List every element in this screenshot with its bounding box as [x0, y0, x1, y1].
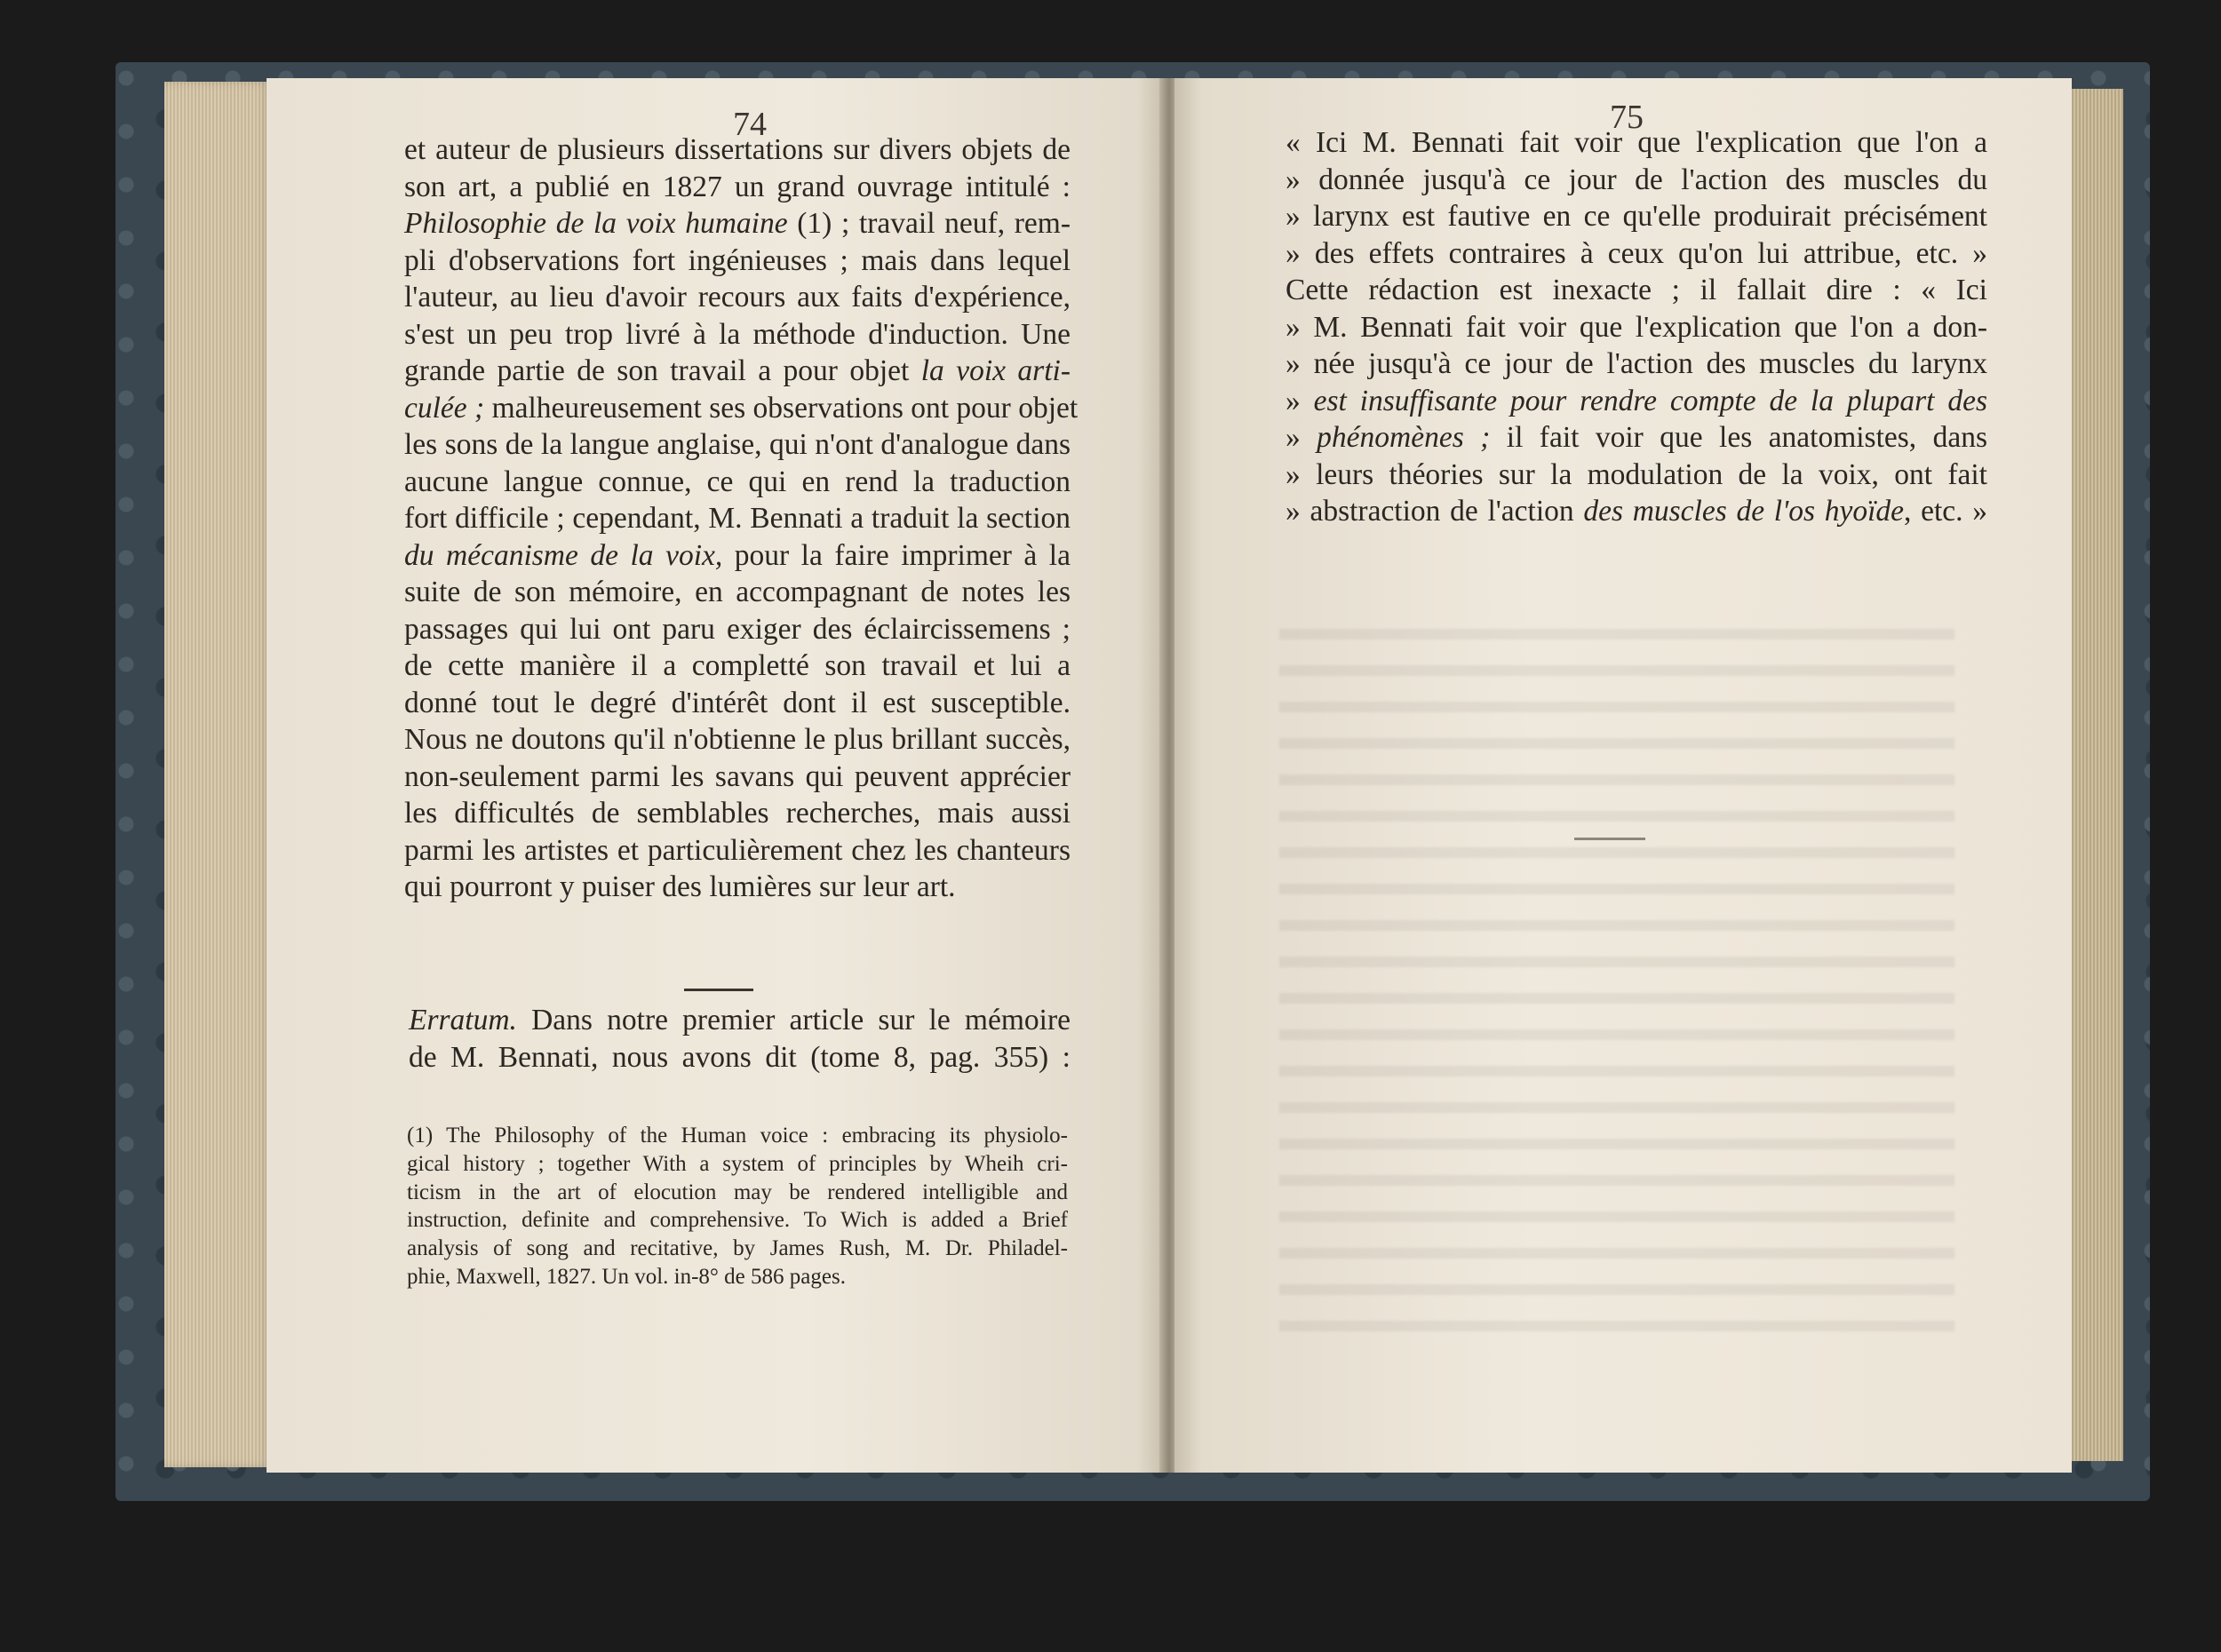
- text-segment: de cette manière il a completté son travail et lui a: [404, 649, 1071, 682]
- text-segment: aucune langue connue, ce qui en rend la traduction: [404, 465, 1071, 498]
- text-line: [404, 574, 1071, 611]
- footnote-line: (1) The Philosophy of the Human voice : embracing its physiolo-: [407, 1124, 1068, 1148]
- text-line: [404, 316, 1071, 353]
- footnote-line: ticism in the art of elocution may be rendered intelligible and: [407, 1179, 1068, 1204]
- text-line: [404, 205, 1071, 242]
- text-line: [409, 1039, 1071, 1076]
- footnote-line: phie, Maxwell, 1827. Un vol. in-8° de 586 pages.: [407, 1264, 846, 1289]
- page-edges-left: [164, 82, 271, 1467]
- footnote: [407, 1122, 1068, 1291]
- text-segment: (1) ; travail neuf, rem-: [787, 207, 1071, 240]
- text-line: [404, 169, 1071, 206]
- text-segment: passages qui lui ont paru exiger des éclaircissemens ;: [404, 612, 1071, 646]
- text-segment: » larynx est fautive en ce qu'elle produirait précisément: [1286, 200, 1987, 233]
- italic-text: phénomènes ;: [1317, 421, 1491, 454]
- text-segment: les difficultés de semblables recherches, mais aussi: [404, 797, 1071, 830]
- text-segment: non-seulement parmi les savans qui peuvent apprécier: [404, 759, 1071, 793]
- page-number-left: 74: [733, 106, 767, 143]
- italic-text: des muscles de l'os hyoïde: [1583, 495, 1905, 528]
- italic-text: culée ;: [404, 391, 485, 425]
- text-line: [404, 390, 1079, 427]
- text-line: [404, 611, 1071, 648]
- text-segment: suite de son mémoire, en accompagnant de notes les: [404, 576, 1071, 608]
- text-segment: il fait voir que les anatomistes, dans: [1490, 421, 1988, 454]
- text-line: [404, 131, 1071, 169]
- text-line: [1286, 419, 1987, 457]
- italic-text: Erratum.: [409, 1004, 517, 1036]
- footnote-line: instruction, definite and comprehensive. To Wich is added a Brief: [407, 1208, 1068, 1233]
- text-line: [404, 758, 1071, 796]
- italic-text: est insuffisante pour rendre compte de la plupart des: [1313, 384, 1987, 417]
- page-edges-right: [2070, 89, 2123, 1461]
- text-segment: » leurs théories sur la modulation de la voix, ont fait: [1286, 457, 1987, 491]
- page-number-right: 75: [1610, 99, 1644, 136]
- text-line: [404, 353, 1071, 390]
- text-line: [404, 647, 1071, 685]
- text-segment: Nous ne doutons qu'il n'obtienne le plus brillant succès,: [404, 723, 1071, 756]
- left-page: [267, 78, 1164, 1473]
- text-line: [1286, 272, 1987, 309]
- text-line: [404, 242, 1071, 280]
- text-line: [1286, 235, 1987, 273]
- section-divider-left: [684, 989, 753, 991]
- text-segment: »: [1286, 384, 1314, 417]
- text-line: [1286, 198, 1987, 235]
- text-line: [1286, 345, 1987, 383]
- text-line: [1286, 309, 1987, 346]
- text-segment: » donnée jusqu'à ce jour de l'action des muscles du: [1286, 163, 1987, 196]
- text-segment: pli d'observations fort ingénieuses ; mais dans lequel: [404, 243, 1071, 277]
- text-line: [1286, 493, 1987, 530]
- text-line: [1286, 383, 1987, 420]
- text-segment: l'auteur, au lieu d'avoir recours aux faits d'expérience,: [404, 281, 1071, 314]
- text-line: [404, 721, 1071, 758]
- text-line: [404, 426, 1071, 464]
- right-page-body: [1286, 124, 1987, 530]
- text-segment: fort difficile ; cependant, M. Bennati a traduit la section: [404, 502, 1071, 535]
- text-segment: pour la faire imprimer à la: [722, 538, 1071, 572]
- footnote-line: analysis of song and recitative, by James Rush, M. Dr. Philadel-: [407, 1236, 1068, 1261]
- text-segment: malheureusement ses observations ont pour objet: [484, 391, 1079, 425]
- erratum-paragraph: [409, 1002, 1071, 1076]
- text-line: [404, 869, 1071, 906]
- text-segment: grande partie de son travail a pour objet: [404, 354, 921, 387]
- italic-text: la voix arti-: [920, 354, 1071, 387]
- text-segment: son art, a publié en 1827 un grand ouvrage intitulé :: [404, 170, 1071, 203]
- text-segment: donné tout le degré d'intérêt dont il est susceptible.: [404, 686, 1071, 719]
- text-segment: « Ici M. Bennati fait voir que l'explication que l'on a: [1286, 126, 1987, 159]
- text-segment: parmi les artistes et particulièrement chez les chanteurs: [404, 833, 1071, 867]
- text-line: [409, 1002, 1071, 1039]
- text-segment: de M. Bennati, nous avons dit (tome 8, pag. 355) :: [409, 1040, 1071, 1074]
- show-through-text: [1279, 613, 1954, 1332]
- text-segment: Cette rédaction est inexacte ; il fallait dire : « Ici: [1286, 274, 1987, 306]
- text-line: [404, 795, 1071, 832]
- text-segment: Dans notre premier article sur le mémoire: [516, 1004, 1071, 1036]
- left-page-body: [404, 131, 1079, 906]
- text-segment: les sons de la langue anglaise, qui n'ont d'analogue dans: [404, 428, 1071, 461]
- text-line: [1286, 457, 1987, 494]
- text-line: [404, 832, 1071, 870]
- text-line: [404, 537, 1071, 575]
- text-line: [404, 279, 1071, 316]
- text-line: [404, 685, 1071, 722]
- text-line: [1286, 124, 1987, 162]
- text-line: [404, 500, 1071, 537]
- text-line: [404, 464, 1071, 501]
- italic-text: Philosophie de la voix humaine: [404, 207, 788, 240]
- text-segment: » des effets contraires à ceux qu'on lui attribue, etc. »: [1286, 236, 1987, 270]
- text-line: [1286, 162, 1987, 199]
- text-segment: » M. Bennati fait voir que l'explication que l'on a don-: [1286, 310, 1987, 344]
- text-segment: s'est un peu trop livré à la méthode d'induction. Une: [404, 317, 1071, 351]
- text-segment: , etc. »: [1904, 495, 1987, 528]
- text-segment: » née jusqu'à ce jour de l'action des muscles du larynx: [1286, 347, 1987, 380]
- text-segment: » abstraction de l'action: [1286, 495, 1584, 528]
- text-segment: »: [1286, 421, 1317, 454]
- footnote-line: gical history ; together With a system of principles by Wheih cri-: [407, 1151, 1068, 1176]
- italic-text: du mécanisme de la voix,: [404, 538, 723, 572]
- text-segment: et auteur de plusieurs dissertations sur divers objets de: [404, 133, 1071, 166]
- text-segment: qui pourront y puiser des lumières sur leur art.: [404, 870, 956, 903]
